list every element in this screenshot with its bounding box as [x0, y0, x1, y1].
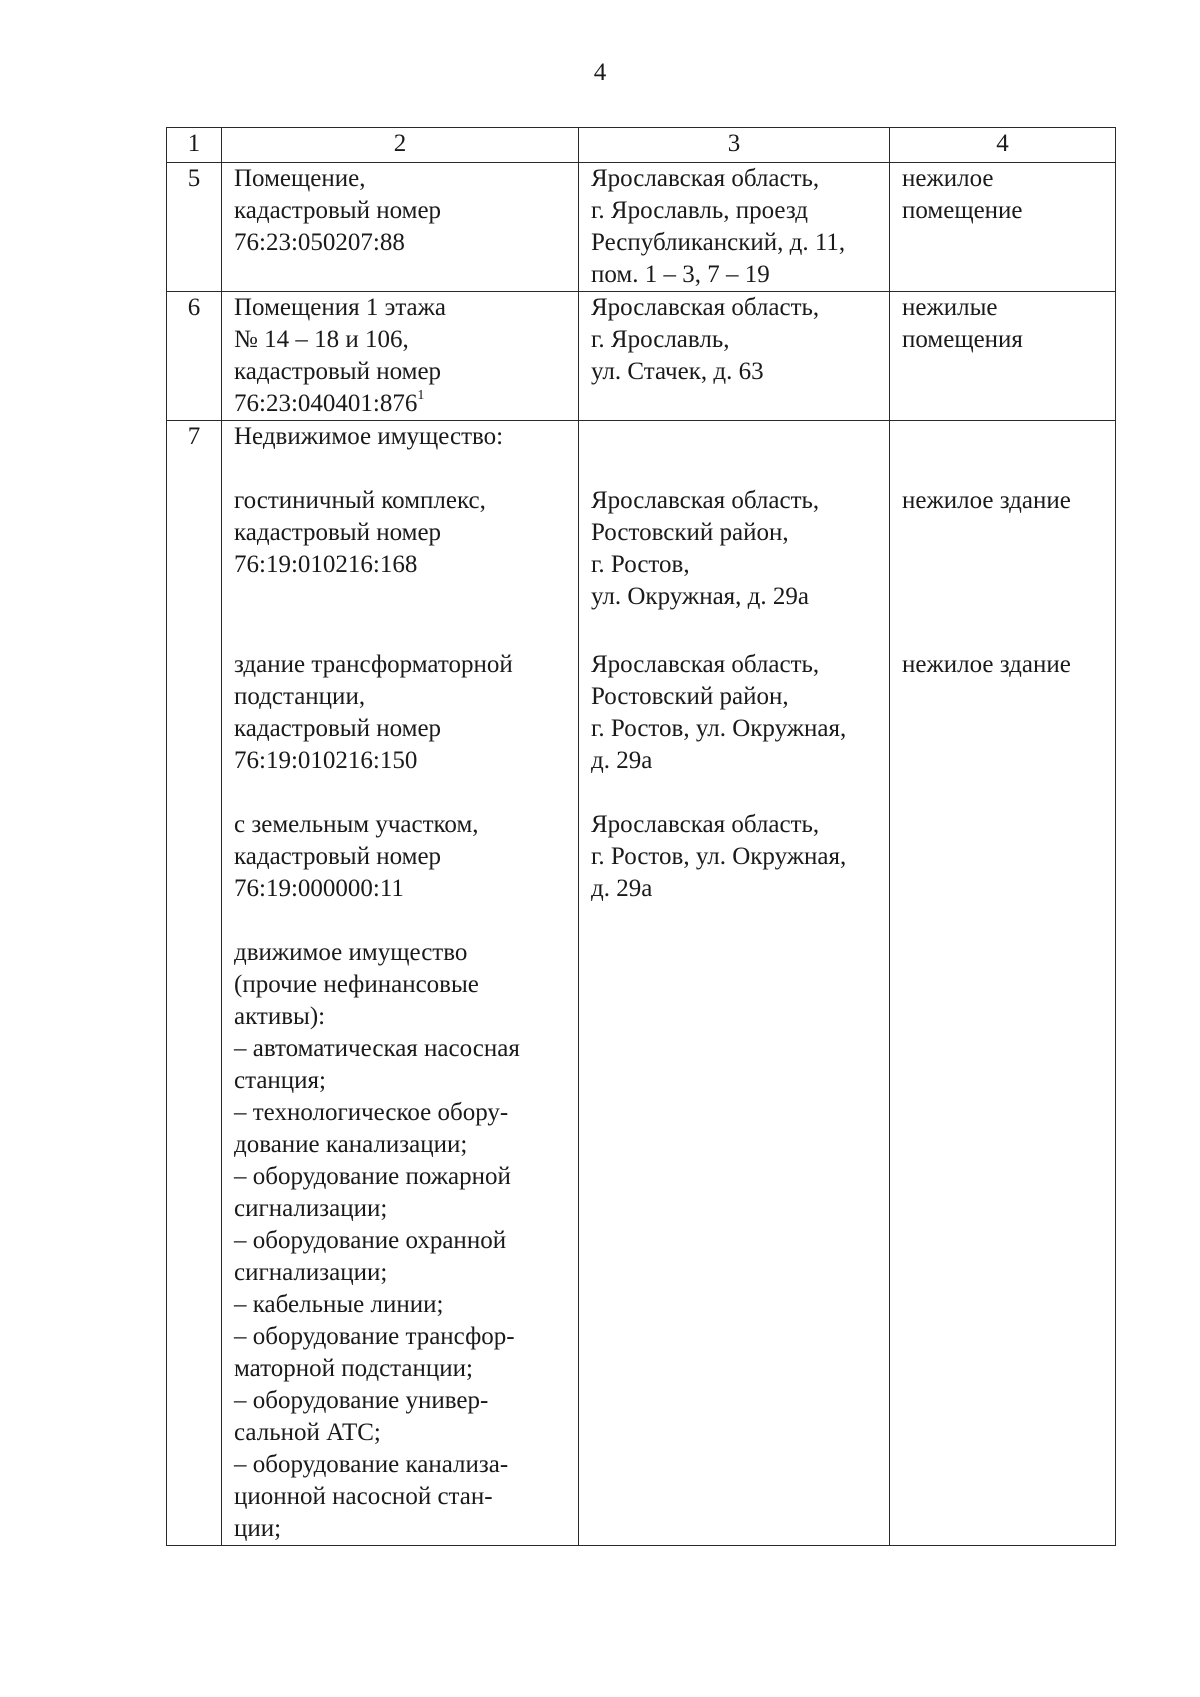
cell-line: с земельным участком, [234, 811, 479, 838]
cell-line: нежилое здание [902, 487, 1071, 514]
cell-line: подстанции, [234, 683, 366, 710]
cell-line: ул. Стачек, д. 63 [591, 358, 764, 385]
cell-line: г. Ростов, ул. Окружная, [591, 715, 847, 742]
header-col-4: 4 [890, 128, 1116, 163]
cell-line: – оборудование пожарной [234, 1163, 511, 1190]
page-number: 4 [593, 59, 607, 86]
cell-line: Ростовский район, [591, 683, 789, 710]
cell-line: здание трансформаторной [234, 651, 513, 678]
cell-line: Республиканский, д. 11, [591, 229, 846, 256]
cell-line: – оборудование универ- [234, 1387, 489, 1414]
cell-line: кадастровый номер [234, 843, 442, 870]
address-cell [579, 292, 890, 421]
cell-line: кадастровый номер [234, 358, 442, 385]
cell-line: нежилые [902, 294, 998, 321]
cell-line: д. 29а [591, 875, 653, 902]
cell-line: 76:19:010216:168 [234, 551, 418, 578]
cell-line: г. Ярославль, [591, 326, 730, 353]
cell-line: – оборудование трансфор- [234, 1323, 515, 1350]
cell-line: г. Ярославль, проезд [591, 197, 808, 224]
cell-line: дование канализации; [234, 1131, 468, 1158]
cell-line: Ярославская область, [591, 487, 820, 514]
cell-line: Недвижимое имущество: [234, 423, 504, 450]
cell-line: активы): [234, 1003, 326, 1030]
cell-line: ционной насосной стан- [234, 1483, 493, 1510]
object-name-cell [222, 421, 579, 1546]
cadastral-number: 76:23:040401:876 [234, 390, 418, 417]
table-row [167, 292, 1116, 421]
cell-line: кадастровый номер [234, 197, 442, 224]
cell-line: Помещения 1 этажа [234, 294, 447, 321]
cell-line: маторной подстанции; [234, 1355, 473, 1382]
cell-line: сальной АТС; [234, 1419, 381, 1446]
cell-line: нежилое здание [902, 651, 1071, 678]
cell-line: (прочие нефинансовые [234, 971, 479, 998]
purpose-cell [890, 163, 1116, 292]
cell-line: кадастровый номер [234, 519, 442, 546]
cell-line: нежилое [902, 165, 994, 192]
cadastral-number-line [234, 388, 574, 420]
address-cell [579, 421, 890, 1546]
header-col-2: 2 [222, 128, 579, 163]
row-number: 7 [167, 421, 222, 1546]
cell-line: помещения [902, 326, 1023, 353]
cell-line: Помещение, [234, 165, 366, 192]
table-row [167, 421, 1116, 1546]
cell-line: Ярославская область, [591, 651, 820, 678]
cell-line: кадастровый номер [234, 715, 442, 742]
row-number: 5 [167, 163, 222, 292]
cell-line: д. 29а [591, 747, 653, 774]
property-table [166, 127, 1116, 1546]
cell-line: Ярославская область, [591, 165, 820, 192]
cell-line: сигнализации; [234, 1259, 388, 1286]
cell-line: станция; [234, 1067, 327, 1094]
cell-line: сигнализации; [234, 1195, 388, 1222]
purpose-cell [890, 421, 1116, 1546]
table-row [167, 163, 1116, 292]
cell-line: 76:19:010216:150 [234, 747, 418, 774]
address-cell [579, 163, 890, 292]
purpose-cell [890, 292, 1116, 421]
cell-line: ции; [234, 1515, 282, 1542]
cell-line: г. Ростов, ул. Окружная, [591, 843, 847, 870]
cell-line: № 14 – 18 и 106, [234, 326, 409, 353]
header-col-3: 3 [579, 128, 890, 163]
cell-line: Ростовский район, [591, 519, 789, 546]
cell-line: пом. 1 – 3, 7 – 19 [591, 261, 770, 288]
cell-line: движимое имущество [234, 939, 468, 966]
header-col-1: 1 [167, 128, 222, 163]
cell-line: гостиничный комплекс, [234, 487, 486, 514]
cell-line: – автоматическая насосная [234, 1035, 520, 1062]
footnote-mark: 1 [417, 388, 425, 403]
cell-line: Ярославская область, [591, 811, 820, 838]
cell-line: Ярославская область, [591, 294, 820, 321]
cell-line: – оборудование охранной [234, 1227, 507, 1254]
object-name-cell [222, 292, 579, 421]
row-number: 6 [167, 292, 222, 421]
cell-line: ул. Окружная, д. 29а [591, 583, 809, 610]
cell-line: г. Ростов, [591, 551, 690, 578]
cell-line: – технологическое обору- [234, 1099, 509, 1126]
table-header-row [167, 128, 1116, 163]
cell-line: – кабельные линии; [234, 1291, 444, 1318]
cell-line: – оборудование канализа- [234, 1451, 509, 1478]
cell-line: помещение [902, 197, 1023, 224]
cell-line: 76:23:050207:88 [234, 229, 405, 256]
cell-line: 76:19:000000:11 [234, 875, 404, 902]
object-name-cell [222, 163, 579, 292]
